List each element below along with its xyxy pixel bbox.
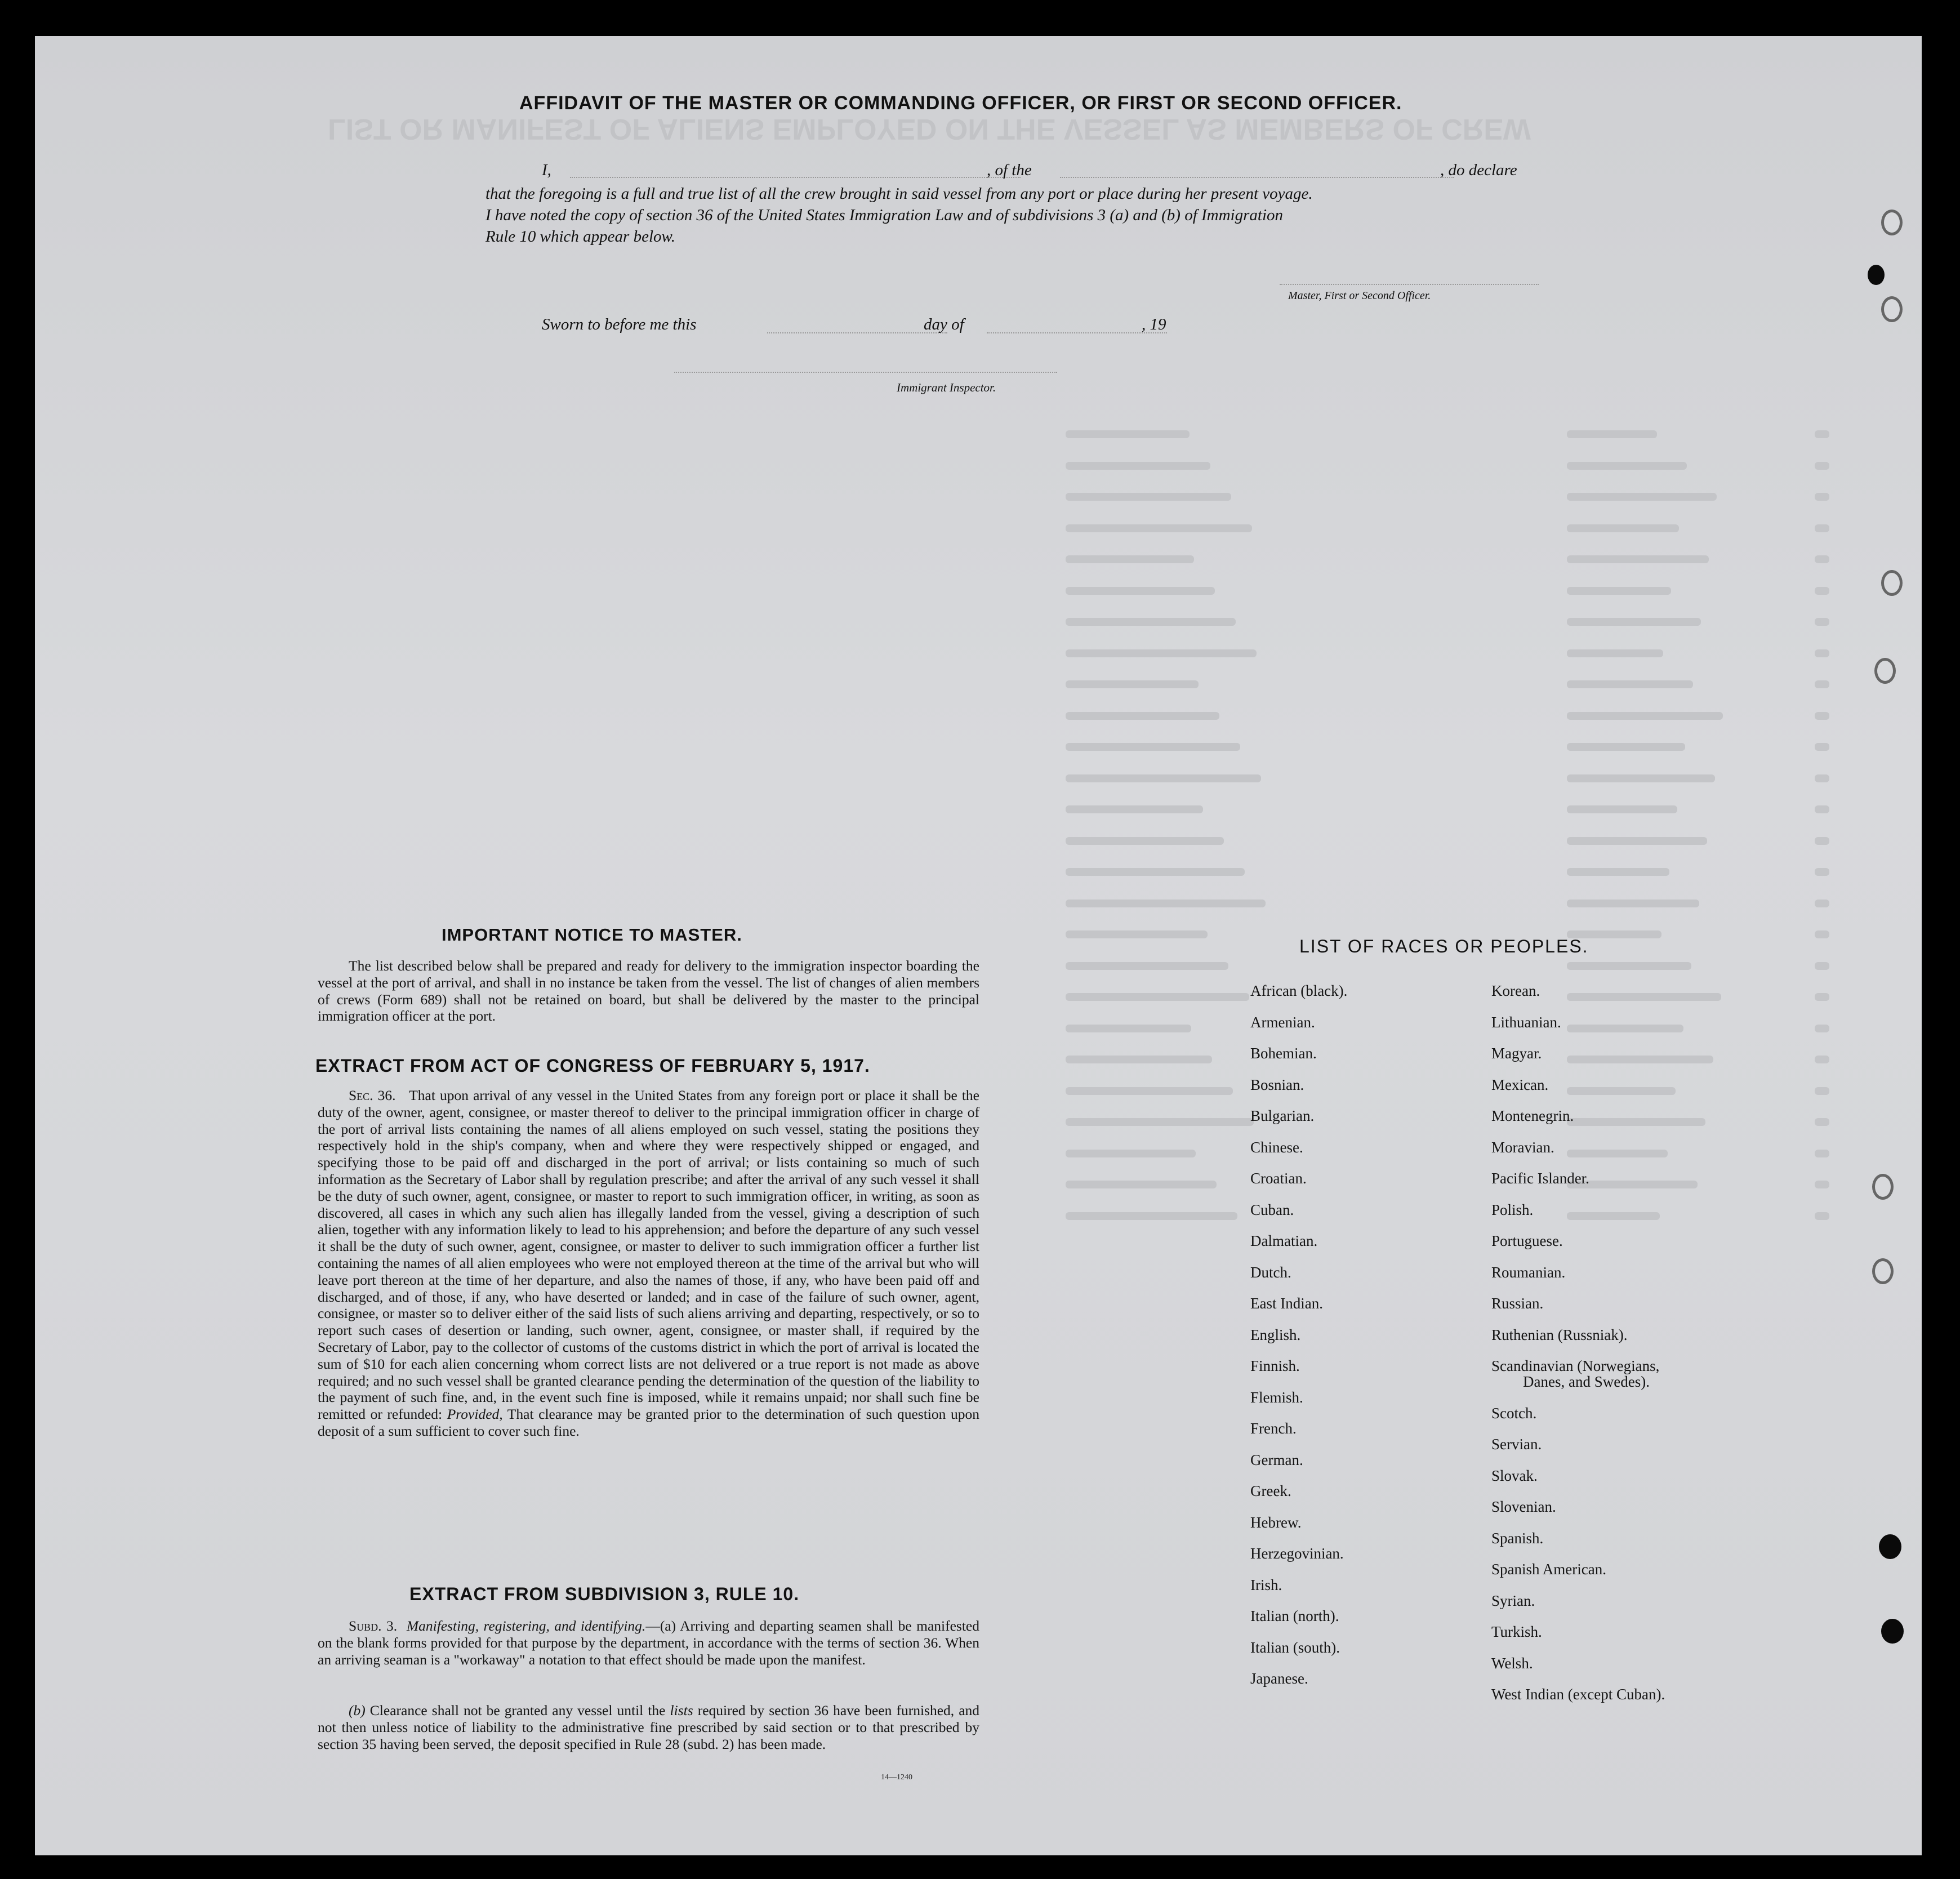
race-item: Croatian. [1250,1170,1307,1187]
race-item: Russian. [1491,1295,1544,1312]
bleed-through-row [1815,587,1829,595]
race-item: Scandinavian (Norwegians, [1491,1357,1660,1374]
race-item: Slovak. [1491,1467,1538,1484]
act-extract-body [318,1087,979,1440]
bleed-through-row [1567,618,1701,626]
race-item: Korean. [1491,982,1540,999]
master-signature-line [1280,284,1539,285]
day-blank-line [767,332,947,333]
race-item: Polish. [1491,1201,1534,1218]
bleed-through-row [1567,743,1685,751]
race-item: Flemish. [1250,1388,1303,1406]
race-item: West Indian (except Cuban). [1491,1686,1665,1703]
bleed-through-row [1815,649,1829,657]
bleed-through-row [1066,493,1231,501]
bleed-through-row [1066,868,1245,876]
bleed-through-row [1815,930,1829,938]
race-item: Roumanian. [1491,1263,1566,1281]
bleed-through-row [1567,993,1721,1001]
bleed-through-row [1567,1056,1713,1063]
race-item: Welsh. [1491,1654,1533,1672]
binder-hole-solid [1868,265,1885,285]
bleed-through-row [1815,1056,1829,1063]
bleed-through-row [1815,555,1829,563]
bleed-through-row [1815,462,1829,470]
bleed-through-row [1815,837,1829,845]
bleed-through-row [1066,900,1266,907]
affidavit-line3: I have noted the copy of section 36 of the United States Immigration Law and of subdivisions 3 (a) and (b) of Immigration [485,206,1284,224]
bleed-through-row [1066,649,1257,657]
inspector-signature-caption: Immigrant Inspector. [897,381,996,394]
month-blank-line [987,332,1167,333]
race-item: Danes, and Swedes). [1523,1373,1650,1390]
bleed-through-row [1815,805,1829,813]
race-item: Montenegrin. [1491,1107,1574,1124]
rule-subd-label: Subd. 3. [349,1618,398,1634]
inspector-signature-line [674,372,1057,373]
binder-hole-solid [1881,1619,1904,1644]
bleed-through-row [1567,524,1679,532]
rule-para-b-2: required by section 36 have been furnished, and not then unless notice of liability to the administrative fine prescribed by said section or to that prescribed by section 35 having been served, the deposit specified in Rule 28 (subd. 2) has been made. [318,1702,980,1752]
bleed-through-row [1815,743,1829,751]
affidavit-title: AFFIDAVIT OF THE MASTER OR COMMANDING OFFICER, OR FIRST OR SECOND OFFICER. [519,92,1402,114]
bleed-through-row [1066,1025,1191,1032]
race-item: Scotch. [1491,1404,1537,1422]
bleed-through-row [1066,805,1203,813]
bleed-through-row [1815,1150,1829,1157]
race-item: Dutch. [1250,1263,1291,1281]
race-item: German. [1250,1451,1303,1468]
bleed-through-row [1567,649,1663,657]
race-item: Irish. [1250,1576,1282,1593]
rule-extract-title: EXTRACT FROM SUBDIVISION 3, RULE 10. [409,1584,800,1604]
bleed-through-row [1815,493,1829,501]
bleed-through-row [1066,524,1252,532]
bleed-through-row [1567,962,1691,970]
races-title: LIST OF RACES OR PEOPLES. [1299,936,1589,956]
affidavit-line4: Rule 10 which appear below. [485,228,675,246]
race-item: English. [1250,1326,1301,1343]
rule-para-b-lists: lists [670,1702,693,1718]
race-item: Moravian. [1491,1138,1554,1156]
bleed-through-row [1066,743,1240,751]
race-item: Japanese. [1250,1670,1308,1687]
bleed-through-row [1815,1212,1829,1220]
bleed-through-row [1815,524,1829,532]
bleed-through-row [1066,1087,1233,1095]
bleed-through-row [1567,493,1717,501]
bleed-through-row [1066,1118,1254,1126]
act-extract-title: EXTRACT FROM ACT OF CONGRESS OF FEBRUARY 5, 1917. [315,1056,870,1076]
rule-extract-para-b [318,1702,979,1752]
bleed-through-row [1066,930,1208,938]
binder-hole-ring [1881,210,1903,235]
rule-para-a: —(a) Arriving and departing seamen shall be manifested on the blank forms provided for that purpose by the department, in accordance with the terms of section 36. When an arriving seaman is a "workaway" a notation to that effect should be made upon the manifest. [318,1618,979,1668]
bleed-through-row [1066,1150,1196,1157]
bleed-through-row [1066,1181,1217,1188]
race-item: French. [1250,1420,1297,1437]
race-item: Servian. [1491,1436,1542,1453]
bleed-through-row [1815,900,1829,907]
bleed-through-row [1567,712,1723,720]
race-item: Armenian. [1250,1013,1315,1031]
day-of-text: day of [924,315,964,333]
bleed-through-row [1567,430,1657,438]
bleed-through-header: LIST OR MANIFEST OF ALIENS EMPLOYED ON THE VESSEL AS MEMBERS OF CREW [328,113,1531,145]
bleed-through-row [1815,1181,1829,1188]
race-item: Finnish. [1250,1357,1300,1374]
master-signature-caption: Master, First or Second Officer. [1288,290,1431,302]
race-item: Mexican. [1491,1076,1549,1093]
race-item: Cuban. [1250,1201,1294,1218]
bleed-through-row [1567,837,1707,845]
bleed-through-row [1066,993,1249,1001]
vessel-blank-line [1060,177,1454,178]
rule-extract-para-a [318,1618,979,1668]
bleed-through-row [1567,868,1669,876]
affidavit-line1-of-the: , of the [987,161,1032,179]
bleed-through-row [1815,962,1829,970]
affidavit-line1-declare: , do declare [1440,161,1517,179]
affidavit-line1-i: I, [542,161,551,179]
bleed-through-row [1567,680,1693,688]
rule-para-b-label: (b) [349,1702,366,1718]
bleed-through-row [1066,430,1190,438]
bleed-through-row [1567,462,1687,470]
bleed-through-row [1066,555,1194,563]
bleed-through-row [1567,900,1699,907]
bleed-through-row [1567,805,1677,813]
bleed-through-row [1567,1087,1676,1095]
race-item: Italian (south). [1250,1638,1340,1656]
binder-hole-ring [1872,1258,1894,1284]
bleed-through-row [1066,962,1228,970]
race-item: East Indian. [1250,1295,1323,1312]
act-section-label: Sec. 36. [349,1087,396,1103]
notice-title: IMPORTANT NOTICE TO MASTER. [442,925,742,945]
race-item: African (black). [1250,982,1348,999]
race-item: Magyar. [1491,1045,1542,1062]
act-text: That upon arrival of any vessel in the United States from any foreign port or place it shall be the duty of the owner, agent, consignee, or master thereof to deliver to the principal immigration officer in charge of the port of arrival lists containing the names of all aliens employed on such vessel, stating the positions they respectively hold in the ship's company, when and where they were respectively shipped or engaged, and specifying those to be paid off and discharged in the port of arrival; or lists containing so much of such information as the Secretary of Labor shall by regulation prescribe; and after the arrival of any such vessel it shall be the duty of such owner, agent, consignee, or master to report to such immigration officer, in writing, as soon as discovered, all cases in which any such alien has illegally landed from the vessel, giving a description of such alien, together with any information likely to lead to his apprehension; and before the departure of any such vessel it shall be the duty of such owner, agent, consignee, or master to deliver to such immigration officer a further list containing the names of all alien employees who were not employed thereon at the time of the arrival but who will leave port thereon at the time of her departure, and also the names of those, if any, who have been paid off and discharged, and of those, if any, who have deserted or landed; and in case of the failure of such owner, agent, consignee, or master so to deliver either of the said lists of such aliens arriving and departing, respectively, or so to report such cases of desertion or landing, such owner, agent, consignee, or master shall, if required by the Secretary of Labor, pay to the collector of customs of the customs district in which the port of arrival is located the sum of $10 for each alien concerning whom correct lists are not delivered or a true report is not made as above required; and no such vessel shall be granted clearance pending the determination of the question of the liability to the payment of such fine, and, in the event such fine is imposed, while it remains unpaid; nor shall such fine be remitted or refunded: [318,1087,979,1423]
race-item: Syrian. [1491,1592,1535,1609]
race-item: Slovenian. [1491,1498,1556,1515]
race-item: Lithuanian. [1491,1013,1561,1031]
bleed-through-row [1567,1212,1660,1220]
bleed-through-row [1567,587,1671,595]
bleed-through-row [1066,837,1224,845]
bleed-through-row [1567,555,1709,563]
race-item: Turkish. [1491,1623,1542,1640]
sworn-text: Sworn to before me this [542,315,697,333]
race-item: Bohemian. [1250,1045,1317,1062]
rule-subd-heading: Manifesting, registering, and identifying. [406,1618,646,1634]
bleed-through-row [1066,712,1219,720]
bleed-through-row [1066,1212,1237,1220]
notice-text: The list described below shall be prepared and ready for delivery to the immigration inspector boarding the vessel at the port of arrival, and shall in no instance be taken from the vessel. The list of changes of alien members of crews (Form 689) shall not be retained on board, but shall be delivered by the master to the principal immigration officer at the port. [318,958,979,1025]
bleed-through-row [1567,1150,1668,1157]
race-item: Spanish. [1491,1529,1544,1547]
bleed-through-row [1066,462,1210,470]
rule-para-b-1: Clearance shall not be granted any vessel until the [369,1702,666,1718]
race-item: Bulgarian. [1250,1107,1315,1124]
race-item: Italian (north). [1250,1608,1339,1624]
race-item: Bosnian. [1250,1076,1304,1093]
binder-hole-ring [1872,1174,1894,1200]
bleed-through-row [1815,1025,1829,1032]
document-page [35,36,1922,1855]
bleed-through-row [1815,993,1829,1001]
race-item: Dalmatian. [1250,1232,1318,1249]
binder-hole-solid [1879,1534,1901,1559]
bleed-through-row [1815,680,1829,688]
bleed-through-row [1815,618,1829,626]
bleed-through-row [1815,1087,1829,1095]
bleed-through-row [1815,712,1829,720]
bleed-through-row [1815,868,1829,876]
race-item: Ruthenian (Russniak). [1491,1326,1628,1343]
race-item: Spanish American. [1491,1561,1606,1578]
affidavit-line2: that the foregoing is a full and true list of all the crew brought in said vessel from any port or place during her present voyage. [485,185,1313,203]
binder-hole-ring [1881,570,1903,596]
race-item: Pacific Islander. [1491,1170,1589,1187]
year-text: , 19 [1142,315,1166,333]
bleed-through-row [1567,774,1715,782]
name-blank-line [570,177,1021,178]
binder-hole-ring [1881,296,1903,322]
act-text-end: That clearance may be granted prior to the determination of such question upon deposit of a sum sufficient to cover such fine. [318,1406,980,1439]
bleed-through-row [1815,430,1829,438]
bleed-through-row [1567,1025,1683,1032]
bleed-through-row [1066,774,1261,782]
race-item: Greek. [1250,1482,1291,1499]
bleed-through-row [1066,680,1199,688]
race-item: Portuguese. [1491,1232,1563,1249]
bleed-through-row [1815,774,1829,782]
race-item: Hebrew. [1250,1513,1302,1531]
bleed-through-row [1066,618,1236,626]
bleed-through-row [1066,1056,1212,1063]
act-provided: Provided, [447,1406,503,1423]
bleed-through-row [1815,1118,1829,1126]
race-item: Chinese. [1250,1138,1303,1156]
race-item: Herzegovinian. [1250,1545,1344,1562]
bleed-through-row [1567,1118,1705,1126]
binder-hole-ring [1874,658,1896,684]
bleed-through-row [1066,587,1215,595]
form-number: 14—1240 [881,1773,912,1782]
